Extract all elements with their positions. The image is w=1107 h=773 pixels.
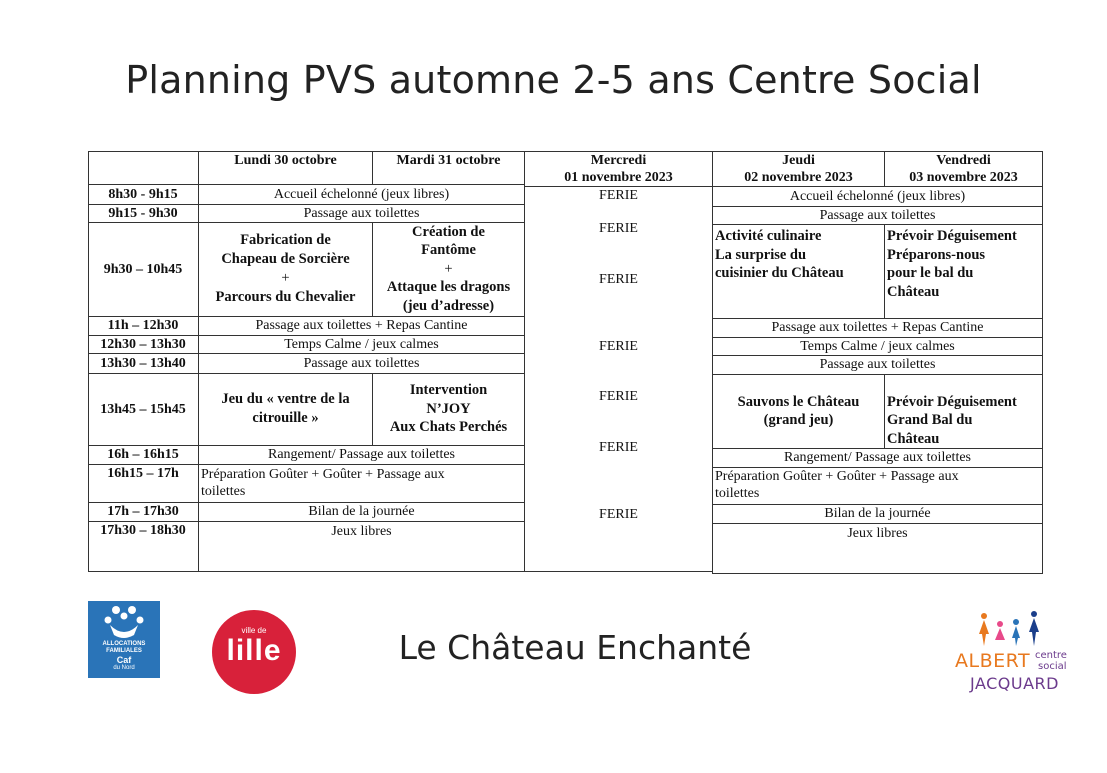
time-slot: 9h15 - 9h30 (108, 205, 178, 221)
activity-cell: Bilan de la journée (308, 504, 415, 519)
activity-cell: Passage aux toilettes (819, 357, 936, 372)
ferie-label: FERIE (599, 388, 638, 404)
time-slot: 13h45 – 15h45 (100, 401, 186, 417)
activity-cell: Accueil échelonné (jeux libres) (789, 188, 966, 204)
lundi-morning-activity: Fabrication de Chapeau de Sorcière + Parcours du Chevalier (215, 232, 356, 305)
activity-cell: Passage aux toilettes (303, 205, 420, 221)
time-slot: 8h30 - 9h15 (108, 186, 178, 202)
lille-logo: ville de lille (212, 610, 296, 694)
ferie-label: FERIE (599, 506, 638, 522)
time-slot: 17h – 17h30 (107, 504, 179, 519)
time-slot: 16h – 16h15 (107, 447, 179, 462)
caf-family-icon (88, 601, 160, 641)
activity-cell: Jeux libres (847, 526, 908, 541)
header-mardi: Mardi 31 octobre (396, 153, 501, 168)
time-slot: 17h30 – 18h30 (100, 523, 186, 538)
activity-cell: Bilan de la journée (824, 506, 931, 521)
subtitle: Le Château Enchanté (398, 628, 752, 667)
jeudi-morning-activity: Activité culinaire La surprise du cuisinier du Château (715, 228, 844, 281)
activity-cell: Passage aux toilettes (819, 207, 936, 223)
activity-cell: Passage aux toilettes + Repas Cantine (255, 318, 468, 333)
page-title: Planning PVS automne 2-5 ans Centre Social (125, 58, 982, 102)
time-slot: 9h30 – 10h45 (103, 261, 183, 277)
ferie-label: FERIE (599, 187, 638, 203)
header-mercredi: Mercredi 01 novembre 2023 (564, 152, 673, 185)
ferie-label: FERIE (599, 439, 638, 455)
caf-logo: ALLOCATIONS FAMILIALES Caf du Nord (88, 601, 160, 678)
lundi-afternoon-activity: Jeu du « ventre de la citrouille » (221, 391, 350, 426)
activity-cell: Passage aux toilettes (303, 355, 420, 371)
header-jeudi: Jeudi 02 novembre 2023 (744, 152, 853, 185)
header-lundi: Lundi 30 octobre (234, 153, 337, 168)
activity-cell: Rangement/ Passage aux toilettes (783, 450, 971, 465)
time-slot: 12h30 – 13h30 (100, 336, 186, 352)
albert-jacquard-logo: ALBERT centre social JACQUARD (952, 610, 1072, 698)
ferie-label: FERIE (599, 220, 638, 236)
activity-cell: Temps Calme / jeux calmes (284, 336, 439, 352)
activity-cell: Temps Calme / jeux calmes (800, 338, 955, 354)
activity-cell: Jeux libres (331, 524, 392, 539)
ferie-label: FERIE (599, 271, 638, 287)
vendredi-morning-activity: Prévoir Déguisement Préparons-nous pour le bal du Château (887, 228, 1017, 300)
activity-cell: Passage aux toilettes + Repas Cantine (771, 320, 984, 335)
time-slot: 13h30 – 13h40 (100, 355, 186, 371)
vendredi-afternoon-activity: Prévoir Déguisement Grand Bal du Château (887, 393, 1017, 447)
activity-cell: Préparation Goûter + Goûter + Passage aux toilettes (201, 467, 445, 499)
jeudi-afternoon-activity: Sauvons le Château (grand jeu) (737, 393, 860, 428)
ferie-label: FERIE (599, 338, 638, 354)
time-slot: 16h15 – 17h (107, 466, 179, 481)
people-icon (974, 610, 1054, 648)
header-vendredi: Vendredi 03 novembre 2023 (909, 152, 1018, 185)
activity-cell: Rangement/ Passage aux toilettes (267, 447, 455, 462)
mardi-morning-activity: Création de Fantôme + Attaque les dragons (jeu d’adresse) (386, 223, 511, 314)
time-slot: 11h – 12h30 (107, 318, 179, 333)
activity-cell: Accueil échelonné (jeux libres) (273, 186, 450, 202)
mardi-afternoon-activity: Intervention N’JOY Aux Chats Perchés (389, 382, 508, 436)
activity-cell: Préparation Goûter + Goûter + Passage aux toilettes (715, 469, 959, 501)
